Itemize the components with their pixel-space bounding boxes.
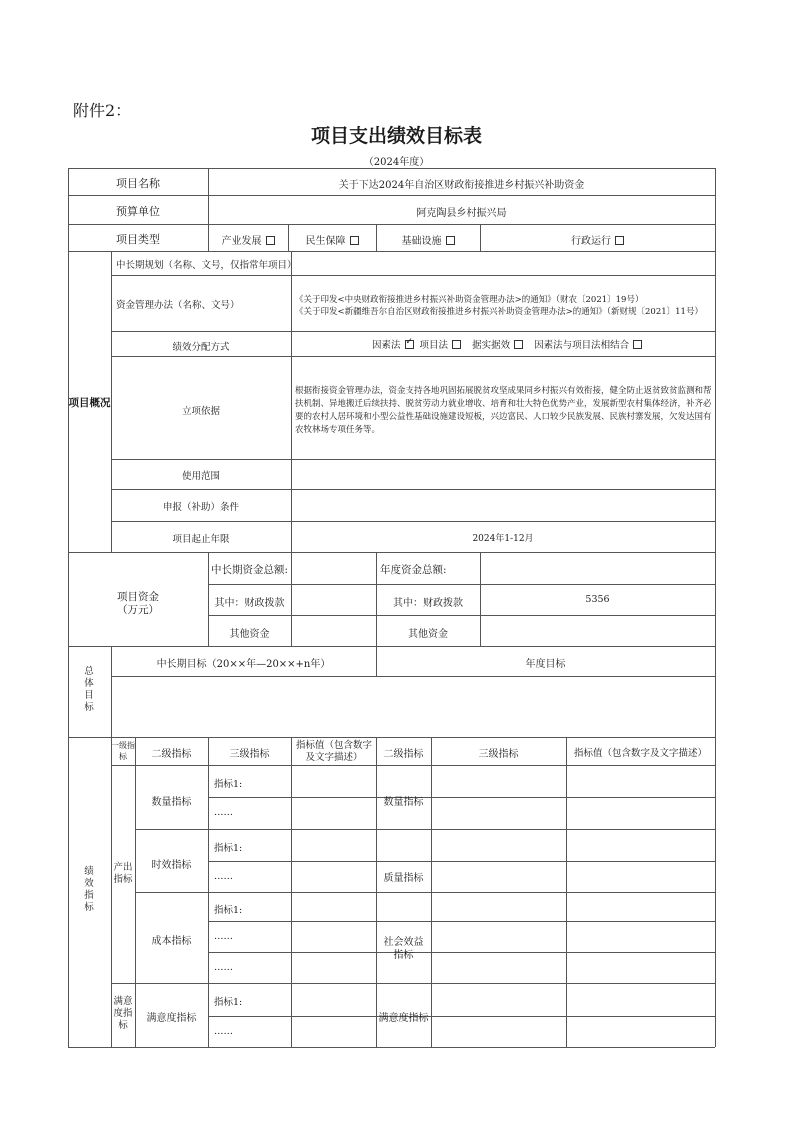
alloc-option-factor[interactable] [372, 340, 414, 351]
social-benefit-indicator-label: 社会效益指标 [383, 937, 424, 961]
funds-label-line-2: （万元） [117, 604, 159, 616]
budget-unit-value: 阿克陶县乡村振兴局 [416, 208, 507, 219]
basis-label: 立项依据 [181, 406, 220, 417]
type-option-label: 民生保障 [305, 236, 346, 247]
alloc-option-label: 因素法与项目法相结合 [534, 340, 630, 351]
budget-unit-label: 预算单位 [116, 205, 160, 218]
satisfaction-lvl2-label: 满意度指标 [146, 1013, 197, 1024]
indicator-item: 指标1: [214, 997, 243, 1008]
condition-label: 申报（补助）条件 [162, 502, 239, 513]
fund-mgmt-line-1: 《关于印发<中央财政衔接推进乡村振兴补助资金管理办法>的通知》（财农〔2021〕19号） [295, 295, 644, 305]
period-value: 2024年1-12月 [472, 534, 534, 544]
header-lvl3: 三级指标 [229, 749, 270, 760]
year-total-label: 年度资金总额: [380, 564, 447, 576]
project-name-label: 项目名称 [116, 177, 160, 190]
alloc-option-label: 据实据效 [472, 340, 511, 351]
timeliness-indicator-label: 时效指标 [151, 860, 192, 871]
output-indicator-label: 产出指标 [113, 862, 133, 885]
period-label: 项目起止年限 [172, 534, 230, 545]
basis-line-3: 要的农村人居环境和小型公益性基础设施建设短板，兴边富民、人口较少民族发展、民族村寨发展，欠发达国有 [295, 412, 712, 422]
indicator-item: 指标1: [214, 905, 243, 916]
attachment-label: 附件2： [73, 101, 132, 120]
alloc-option-label: 项目法 [419, 340, 449, 351]
indicator-item: …… [214, 871, 233, 882]
goals-section-label: 总体目标 [84, 666, 94, 713]
indicator-item: 指标1: [214, 843, 243, 854]
indicators-section-label: 绩效指标 [84, 866, 94, 913]
type-option-admin[interactable] [480, 232, 715, 247]
basis-line-2: 扶机制、异地搬迁后续扶持、脱贫劳动力就业增收、培育和壮大特色优势产业，发展新型农村集体经济，补齐必 [295, 399, 712, 409]
quality-indicator-label: 质量指标 [383, 873, 424, 884]
project-name-value: 关于下达2024年自治区财政衔接推进乡村振兴补助资金 [338, 180, 585, 191]
alloc-option-project[interactable] [420, 340, 462, 351]
funds-label-line-1: 项目资金 [117, 591, 159, 603]
basis-line-4: 农牧林场专项任务等。 [295, 425, 381, 435]
cost-indicator-label: 成本指标 [151, 936, 192, 947]
mid-fiscal-label: 其中：财政拨款 [214, 598, 285, 609]
alloc-method-label: 绩效分配方式 [172, 342, 230, 353]
satisfaction-indicator-label-right: 满意度指标 [378, 1013, 429, 1024]
header-lvl2: 二级指标 [151, 749, 192, 760]
header-value-right: 指标值（包含数字及文字描述） [573, 748, 707, 759]
checkbox-icon[interactable] [446, 236, 455, 245]
header-lvl3-right: 三级指标 [478, 749, 519, 760]
fund-mgmt-label: 资金管理办法（名称、文号） [116, 300, 240, 311]
type-option-label: 基础设施 [401, 236, 442, 247]
mid-goal-label: 中长期目标（20××年—20××+n年） [156, 659, 331, 670]
project-type-label: 项目类型 [116, 233, 160, 246]
checkbox-icon[interactable] [350, 236, 359, 245]
indicator-item: …… [214, 962, 233, 973]
scope-label: 使用范围 [181, 471, 220, 482]
indicator-item: 指标1: [214, 779, 243, 790]
satisfaction-lvl1-label: 满意度指标 [113, 996, 133, 1031]
mid-total-label: 中长期资金总额: [211, 564, 289, 576]
alloc-option-actual[interactable] [472, 340, 523, 351]
indicator-item: …… [214, 931, 233, 942]
indicator-item: …… [214, 807, 233, 818]
checkbox-icon[interactable] [452, 340, 461, 349]
basis-line-1: 根据衔接资金管理办法，资金支持各地巩固拓展脱贫攻坚成果同乡村振兴有效衔接，健全防止返贫致贫监测和帮 [295, 386, 712, 396]
checkbox-icon[interactable] [633, 340, 642, 349]
year-subtitle: （2024年度） [363, 157, 430, 168]
checkbox-icon[interactable] [266, 236, 275, 245]
header-lvl2-right: 二级指标 [383, 749, 424, 760]
overview-section-label: 项目概况 [68, 397, 111, 409]
year-fiscal-value: 5356 [585, 594, 610, 605]
header-value: 指标值（包含数字及文字描述） [295, 740, 372, 763]
mid-other-label: 其他资金 [229, 629, 270, 640]
checkbox-icon[interactable] [514, 340, 523, 349]
indicator-item: …… [214, 1026, 233, 1037]
type-option-industry[interactable] [208, 232, 288, 247]
type-option-label: 产业发展 [221, 236, 262, 247]
quantity-indicator-label-right: 数量指标 [383, 797, 424, 808]
type-option-infrastructure[interactable] [376, 232, 480, 247]
header-lvl1: 一级指标 [111, 741, 135, 761]
type-option-label: 行政运行 [571, 236, 611, 247]
alloc-option-label: 因素法 [372, 340, 401, 351]
type-option-livelihood[interactable] [288, 232, 376, 247]
year-goal-label: 年度目标 [525, 659, 566, 670]
year-fiscal-label: 其中：财政拨款 [393, 598, 463, 609]
checkbox-checked-icon[interactable] [405, 340, 414, 349]
fund-mgmt-line-2: 《关于印发<新疆维吾尔自治区财政衔接推进乡村振兴补助资金管理办法>的通知》（新财规〔2021〕11号） [295, 307, 703, 317]
alloc-option-combined[interactable] [534, 340, 642, 351]
alloc-options [372, 337, 642, 351]
mid-plan-label: 中长期规划（名称、文号，仅指常年项目） [116, 260, 297, 271]
year-other-label: 其他资金 [408, 629, 448, 640]
page-title: 项目支出绩效目标表 [310, 125, 482, 147]
checkbox-icon[interactable] [615, 236, 624, 245]
quantity-indicator-label: 数量指标 [151, 797, 192, 808]
